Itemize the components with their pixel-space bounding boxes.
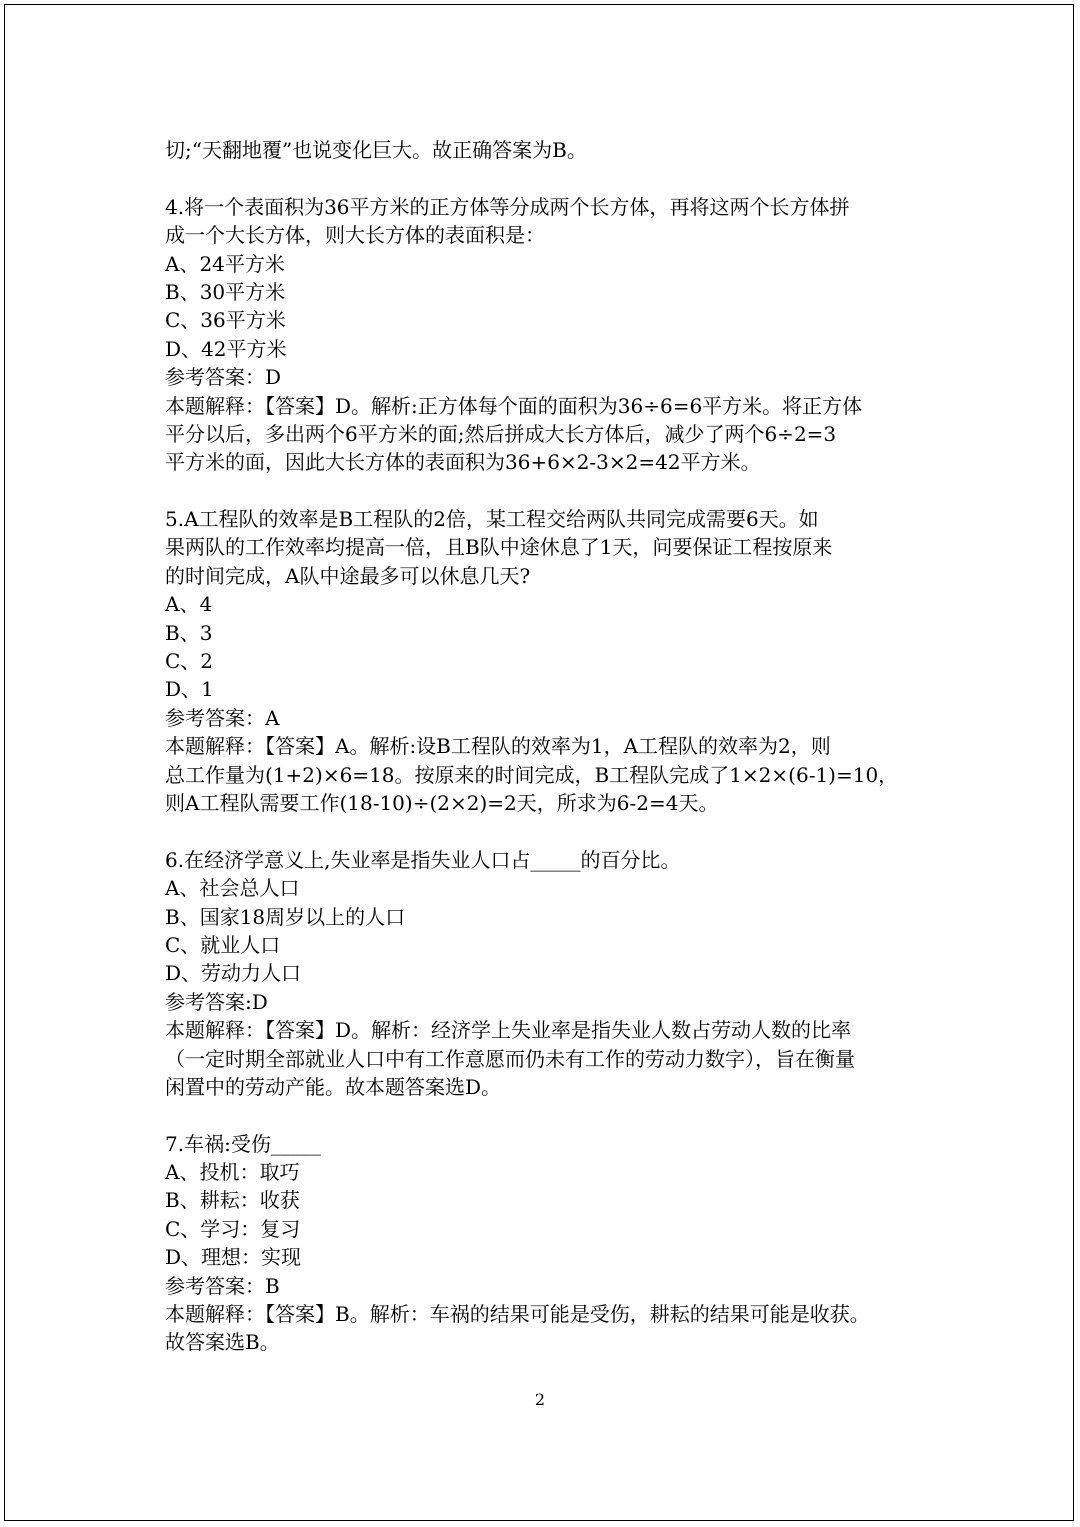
question-stem: 6.在经济学意义上,失业率是指失业人口占_____的百分比。 bbox=[165, 847, 681, 872]
option: B、3 bbox=[165, 620, 213, 645]
question-stem: 果两队的工作效率均提高一倍，且B队中途休息了1天，问要保证工程按原来 bbox=[165, 535, 833, 560]
explanation: 总工作量为(1+2)×6=18。按原来的时间完成，B工程队完成了1×2×(6-1)=10， bbox=[165, 762, 899, 787]
explanation: 则A工程队需要工作(18-10)÷(2×2)=2天，所求为6-2=4天。 bbox=[165, 790, 719, 815]
option: D、理想：实现 bbox=[165, 1245, 302, 1270]
question-block bbox=[165, 505, 935, 817]
option: B、国家18周岁以上的人口 bbox=[165, 904, 406, 929]
continued-text: 切;“天翻地覆”也说变化巨大。故正确答案为B。 bbox=[165, 138, 587, 162]
option: D、劳动力人口 bbox=[165, 961, 302, 986]
page-number: 2 bbox=[534, 1390, 546, 1409]
reference-answer: 参考答案：D bbox=[165, 365, 282, 390]
question-stem: 5.A工程队的效率是B工程队的2倍，某工程交给两队共同完成需要6天。如 bbox=[165, 507, 819, 532]
option: A、社会总人口 bbox=[165, 876, 300, 901]
option: C、2 bbox=[165, 649, 214, 674]
question-block bbox=[165, 193, 935, 477]
reference-answer: 参考答案：B bbox=[165, 1273, 280, 1298]
option: C、36平方米 bbox=[165, 308, 286, 333]
explanation: 本题解释：【答案】D。解析:正方体每个面的面积为36÷6=6平方米。将正方体 bbox=[165, 393, 863, 418]
question-stem: 的时间完成，A队中途最多可以休息几天? bbox=[165, 563, 531, 588]
option: B、30平方米 bbox=[165, 279, 286, 304]
explanation: 闲置中的劳动产能。故本题答案选D。 bbox=[165, 1074, 502, 1099]
option: B、耕耘：收获 bbox=[165, 1188, 300, 1213]
question-block bbox=[165, 1130, 935, 1357]
option: A、4 bbox=[165, 592, 213, 617]
option: C、学习：复习 bbox=[165, 1216, 301, 1241]
explanation: 本题解释：【答案】A。解析:设B工程队的效率为1，A工程队的效率为2，则 bbox=[165, 734, 831, 759]
explanation: 本题解释：【答案】B。解析：车祸的结果可能是受伤，耕耘的结果可能是收获。 bbox=[165, 1302, 870, 1327]
option: A、24平方米 bbox=[165, 251, 285, 276]
reference-answer: 参考答案:D bbox=[165, 989, 268, 1014]
question-stem: 7.车祸:受伤_____ bbox=[165, 1131, 321, 1156]
reference-answer: 参考答案：A bbox=[165, 705, 280, 730]
option: C、就业人口 bbox=[165, 932, 281, 957]
explanation: 平方米的面，因此大长方体的表面积为36+6×2-3×2=42平方米。 bbox=[165, 450, 761, 475]
explanation: 本题解释：【答案】D。解析：经济学上失业率是指失业人数占劳动人数的比率 bbox=[165, 1018, 852, 1043]
question-stem: 4.将一个表面积为36平方米的正方体等分成两个长方体，再将这两个长方体拼 bbox=[165, 194, 850, 219]
explanation: 故答案选B。 bbox=[165, 1330, 280, 1355]
question-stem: 成一个大长方体，则大长方体的表面积是： bbox=[165, 223, 545, 248]
option: A、投机：取巧 bbox=[165, 1160, 300, 1185]
explanation: （一定时期全部就业人口中有工作意愿而仍未有工作的劳动力数字），旨在衡量 bbox=[165, 1046, 855, 1071]
page-content bbox=[165, 136, 935, 1357]
question-block bbox=[165, 846, 935, 1102]
explanation: 平分以后，多出两个6平方米的面;然后拼成大长方体后，减少了两个6÷2=3 bbox=[165, 421, 837, 446]
option: D、42平方米 bbox=[165, 336, 287, 361]
document-page bbox=[4, 4, 1074, 1521]
option: D、1 bbox=[165, 677, 214, 702]
